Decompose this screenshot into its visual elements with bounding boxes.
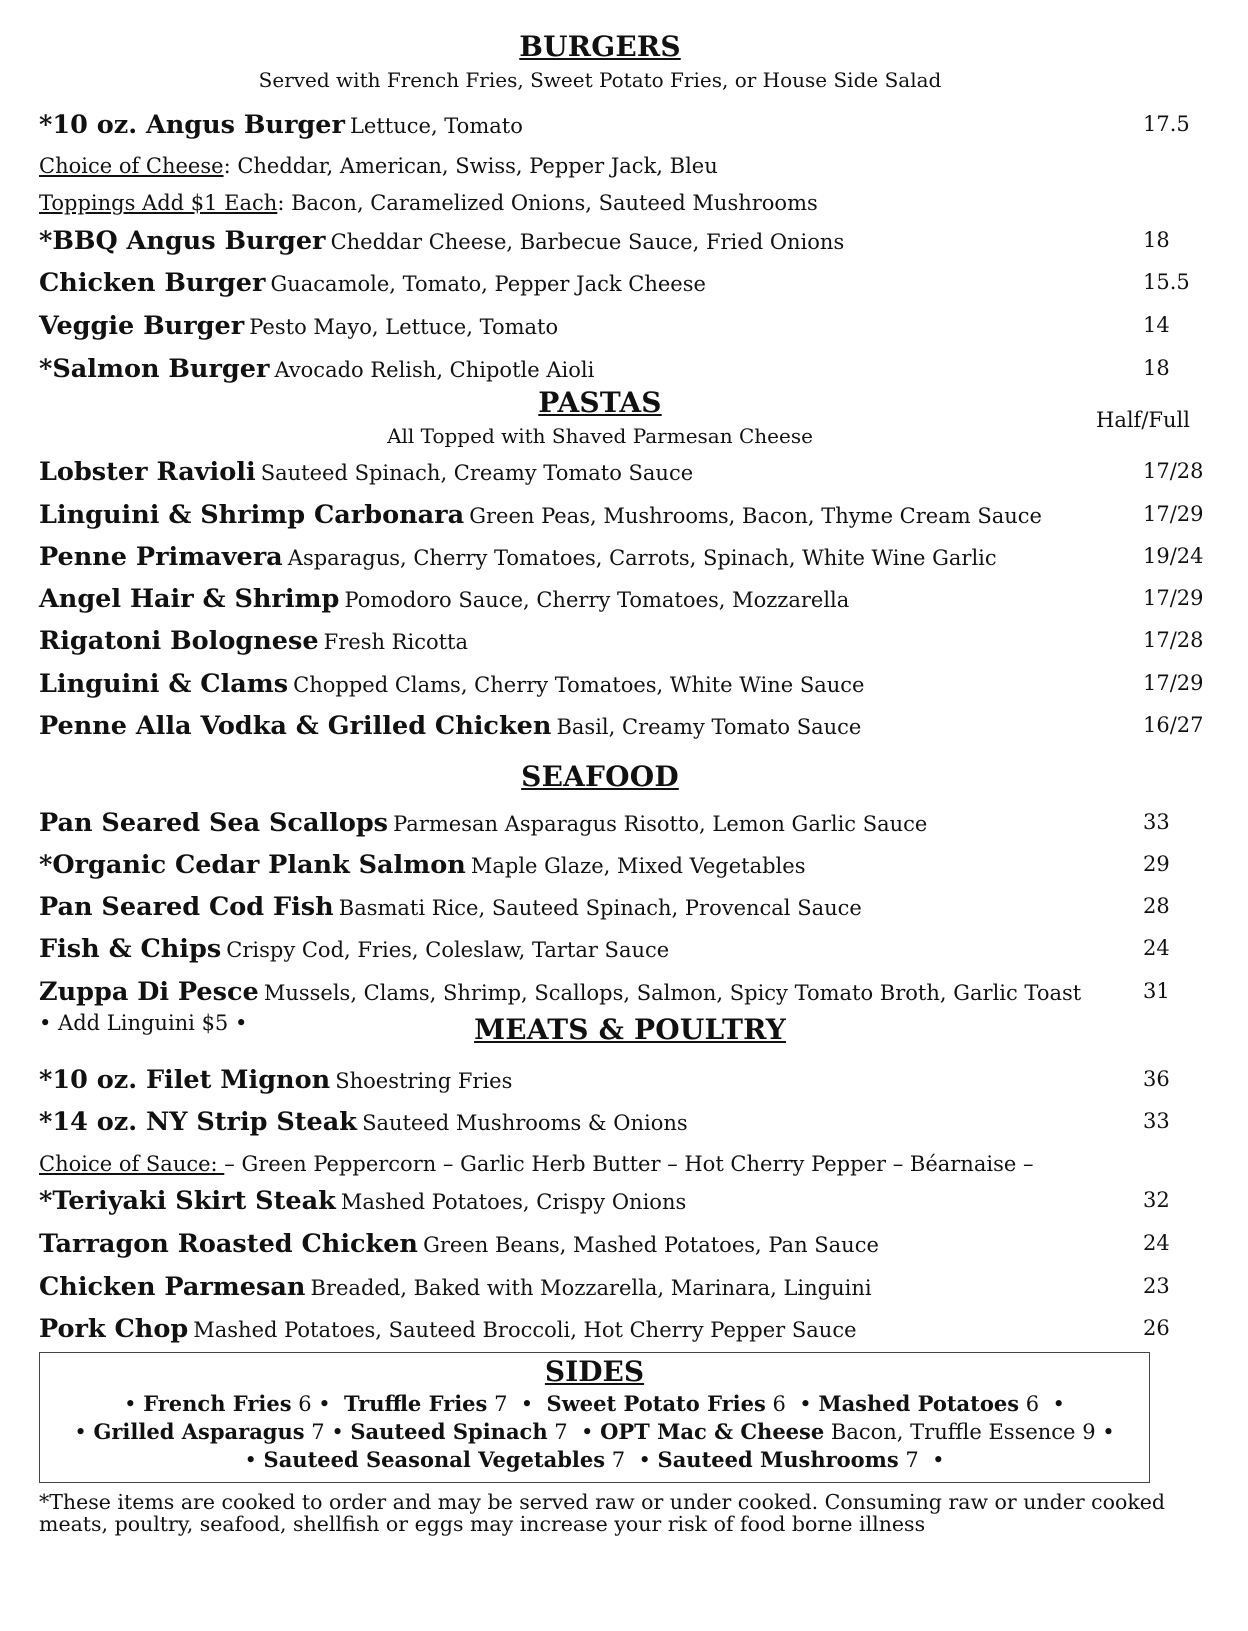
item-name: Tarragon Roasted Chicken	[39, 1229, 418, 1259]
item-price: 23	[1143, 1274, 1170, 1298]
side-price: 7	[554, 1420, 568, 1444]
item-desc: Basmati Rice, Sauteed Spinach, Provencal Sauce	[338, 896, 862, 920]
side-name: Sweet Potato Fries	[546, 1391, 766, 1416]
item-name: Linguini & Shrimp Carbonara	[39, 500, 465, 530]
item-price: 17/29	[1143, 586, 1204, 610]
menu-item	[39, 1186, 1189, 1222]
item-desc: Sauteed Spinach, Creamy Tomato Sauce	[260, 461, 694, 485]
side-name: Sauteed Seasonal Vegetables	[263, 1447, 606, 1472]
pastas-title: PASTAS	[538, 386, 662, 419]
item-price: 15.5	[1143, 270, 1190, 294]
item-name: Linguini & Clams	[39, 669, 289, 699]
item-desc: Parmesan Asparagus Risotto, Lemon Garlic Sauce	[393, 812, 928, 836]
sauce-options: – Green Peppercorn – Garlic Herb Butter – Hot Cherry Pepper – Béarnaise –	[224, 1152, 1034, 1176]
meats-title: MEATS & POULTRY	[474, 1013, 786, 1046]
item-price: 32	[1143, 1188, 1170, 1212]
item-price: 26	[1143, 1316, 1170, 1340]
menu-item	[39, 1065, 1189, 1101]
toppings-label: Toppings Add $1 Each	[39, 191, 278, 215]
menu-item	[39, 1314, 1189, 1350]
item-price: 17.5	[1143, 112, 1190, 136]
item-desc: Chopped Clams, Cherry Tomatoes, White Wine Sauce	[293, 673, 865, 697]
burgers-title: BURGERS	[519, 30, 681, 63]
item-desc: Lettuce, Tomato	[349, 114, 523, 138]
item-name: Chicken Parmesan	[39, 1272, 306, 1302]
side-desc: Bacon, Truffle Essence	[830, 1420, 1076, 1444]
item-desc: Maple Glaze, Mixed Vegetables	[470, 854, 806, 878]
item-price: 17/28	[1143, 628, 1204, 652]
item-desc: Avocado Relish, Chipotle Aioli	[274, 358, 595, 382]
item-name: Chicken Burger	[39, 268, 266, 298]
item-price: 28	[1143, 894, 1170, 918]
sides-title: SIDES	[544, 1355, 645, 1388]
menu-item	[39, 669, 1204, 705]
menu-item	[39, 934, 1189, 970]
cheese-options: : Cheddar, American, Swiss, Pepper Jack, Bleu	[223, 154, 718, 178]
sides-box	[39, 1352, 1150, 1483]
price-header: Half/Full	[1096, 408, 1190, 432]
addon-note: • Add Linguini $5 •	[39, 1011, 248, 1035]
item-name: *14 oz. NY Strip Steak	[39, 1107, 357, 1137]
item-price: 24	[1143, 936, 1170, 960]
item-price: 24	[1143, 1231, 1170, 1255]
item-desc: Mussels, Clams, Shrimp, Scallops, Salmon, Spicy Tomato Broth, Garlic Toast	[263, 981, 1082, 1005]
item-name: Pan Seared Sea Scallops	[39, 808, 389, 838]
item-name: Angel Hair & Shrimp	[39, 584, 340, 614]
item-name: Zuppa Di Pesce	[39, 977, 259, 1007]
toppings-choice	[39, 191, 818, 215]
item-name: *Salmon Burger	[39, 354, 270, 384]
side-price: 9	[1082, 1420, 1096, 1444]
menu-item	[39, 626, 1204, 662]
menu-item	[39, 892, 1189, 928]
item-desc: Cheddar Cheese, Barbecue Sauce, Fried Onions	[330, 230, 845, 254]
side-name: Sauteed Spinach	[350, 1419, 548, 1444]
menu-item	[39, 268, 1189, 304]
seafood-title: SEAFOOD	[521, 760, 679, 793]
item-price: 17/28	[1143, 459, 1204, 483]
item-desc: Crispy Cod, Fries, Coleslaw, Tartar Sauce	[226, 938, 670, 962]
side-name: Truffle Fries	[344, 1391, 488, 1416]
item-desc: Sauteed Mushrooms & Onions	[362, 1111, 688, 1135]
side-price: 7	[494, 1392, 508, 1416]
item-price: 31	[1143, 979, 1170, 1003]
menu-item	[39, 226, 1189, 262]
item-desc: Asparagus, Cherry Tomatoes, Carrots, Spinach, White Wine Garlic	[287, 546, 997, 570]
menu-item	[39, 808, 1189, 844]
side-price: 7	[311, 1420, 325, 1444]
item-price: 18	[1143, 228, 1170, 252]
item-name: *10 oz. Filet Mignon	[39, 1065, 331, 1095]
item-desc: Breaded, Baked with Mozzarella, Marinara, Linguini	[310, 1276, 872, 1300]
sides-line-2: • Grilled Asparagus 7 • Sauteed Spinach 7 • OPT Mac & Cheese Bacon, Truffle Essence 9 •	[74, 1419, 1115, 1444]
sauce-choice	[39, 1152, 1033, 1176]
side-name: OPT Mac & Cheese	[600, 1419, 825, 1444]
item-price: 17/29	[1143, 671, 1204, 695]
item-price: 18	[1143, 356, 1170, 380]
sides-line-1: • French Fries 6 • Truffle Fries 7 • Sweet Potato Fries 6 • Mashed Potatoes 6 •	[124, 1391, 1065, 1416]
menu-item	[39, 1272, 1189, 1308]
side-price: 7	[905, 1448, 919, 1472]
item-name: Pork Chop	[39, 1314, 189, 1344]
pastas-subtitle: All Topped with Shaved Parmesan Cheese	[387, 424, 813, 448]
item-name: *BBQ Angus Burger	[39, 226, 326, 256]
item-desc: Mashed Potatoes, Crispy Onions	[340, 1190, 687, 1214]
toppings-options: : Bacon, Caramelized Onions, Sauteed Mushrooms	[277, 191, 818, 215]
menu-item	[39, 711, 1204, 747]
item-name: Veggie Burger	[39, 311, 245, 341]
item-name: *Organic Cedar Plank Salmon	[39, 850, 466, 880]
menu-item	[39, 110, 1189, 146]
menu-item	[39, 354, 1189, 390]
item-desc: Green Beans, Mashed Potatoes, Pan Sauce	[423, 1233, 879, 1257]
menu-item	[39, 977, 1189, 1013]
cheese-label: Choice of Cheese	[39, 154, 224, 178]
item-name: Penne Alla Vodka & Grilled Chicken	[39, 711, 552, 741]
item-price: 14	[1143, 313, 1170, 337]
menu-item	[39, 500, 1204, 536]
cheese-choice	[39, 154, 718, 178]
item-name: *10 oz. Angus Burger	[39, 110, 345, 140]
side-price: 6	[298, 1392, 312, 1416]
side-name: Grilled Asparagus	[93, 1419, 305, 1444]
item-price: 16/27	[1143, 713, 1204, 737]
item-name: *Teriyaki Skirt Steak	[39, 1186, 336, 1216]
item-desc: Fresh Ricotta	[323, 630, 469, 654]
menu-item	[39, 542, 1204, 578]
sauce-label: Choice of Sauce:	[39, 1152, 225, 1176]
burgers-subtitle: Served with French Fries, Sweet Potato Fries, or House Side Salad	[258, 68, 942, 92]
item-name: Penne Primavera	[39, 542, 283, 572]
sides-line-3: • Sauteed Seasonal Vegetables 7 • Sauteed Mushrooms 7 •	[244, 1447, 945, 1472]
menu-item	[39, 311, 1189, 347]
item-name: Fish & Chips	[39, 934, 222, 964]
item-desc: Pomodoro Sauce, Cherry Tomatoes, Mozzarella	[344, 588, 850, 612]
menu-item	[39, 1107, 1189, 1143]
side-name: Sauteed Mushrooms	[657, 1447, 899, 1472]
item-name: Lobster Ravioli	[39, 457, 256, 487]
item-price: 19/24	[1143, 544, 1204, 568]
side-price: 6	[1025, 1392, 1040, 1416]
menu-item	[39, 584, 1204, 620]
side-name: Mashed Potatoes	[818, 1391, 1020, 1416]
item-desc: Pesto Mayo, Lettuce, Tomato	[249, 315, 559, 339]
menu-item	[39, 850, 1189, 886]
side-price: 7	[611, 1448, 626, 1472]
item-price: 33	[1143, 810, 1170, 834]
side-name: French Fries	[143, 1391, 292, 1416]
item-name: Rigatoni Bolognese	[39, 626, 319, 656]
item-desc: Shoestring Fries	[335, 1069, 513, 1093]
item-desc: Mashed Potatoes, Sauteed Broccoli, Hot Cherry Pepper Sauce	[193, 1318, 857, 1342]
side-price: 6	[772, 1392, 786, 1416]
menu-item	[39, 457, 1204, 493]
item-name: Pan Seared Cod Fish	[39, 892, 334, 922]
item-desc: Green Peas, Mushrooms, Bacon, Thyme Cream Sauce	[469, 504, 1042, 528]
item-desc: Guacamole, Tomato, Pepper Jack Cheese	[270, 272, 706, 296]
item-price: 36	[1143, 1067, 1170, 1091]
item-desc: Basil, Creamy Tomato Sauce	[556, 715, 862, 739]
item-price: 33	[1143, 1109, 1170, 1133]
item-price: 17/29	[1143, 502, 1204, 526]
disclaimer: *These items are cooked to order and may be served raw or under cooked. Consuming raw or under cooked meats, poultry, seafood, shellfish or eggs may increase your risk of food borne illness	[39, 1490, 1166, 1536]
item-price: 29	[1143, 852, 1170, 876]
menu-item	[39, 1229, 1189, 1265]
